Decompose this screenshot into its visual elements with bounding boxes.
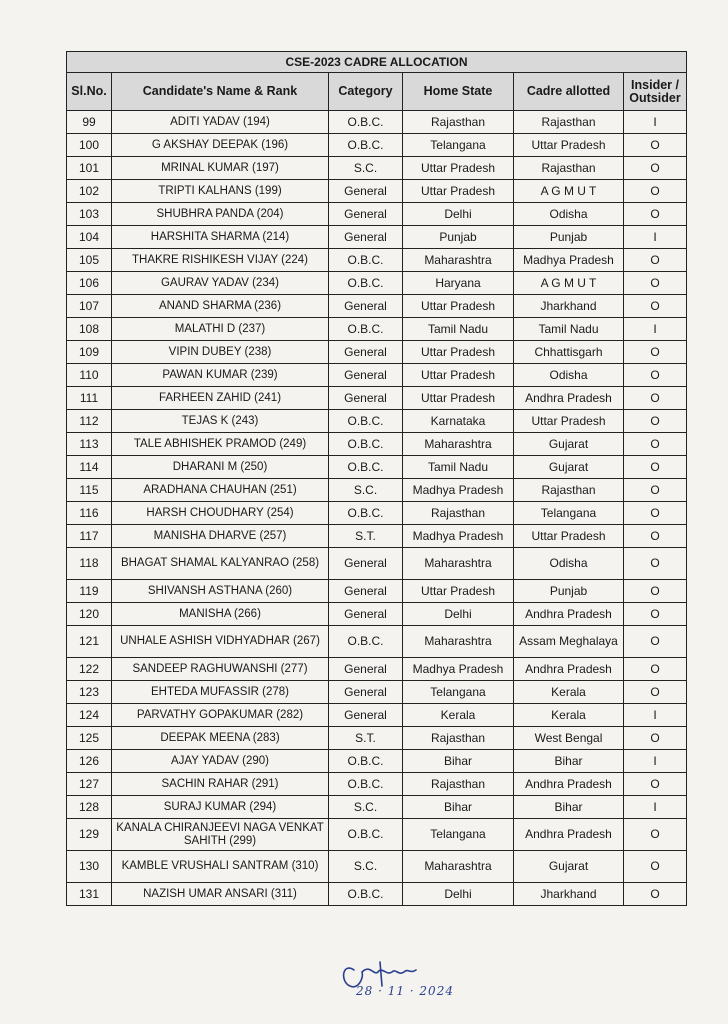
- insider-outsider-cell: O: [624, 456, 687, 479]
- cadre-cell: Jharkhand: [514, 883, 624, 906]
- insider-outsider-cell: O: [624, 341, 687, 364]
- home-state-cell: Uttar Pradesh: [403, 580, 514, 603]
- table-row: [67, 180, 687, 203]
- name-rank-cell: AJAY YADAV (290): [112, 750, 329, 773]
- home-state-cell: Punjab: [403, 226, 514, 249]
- table-row: [67, 387, 687, 410]
- insider-outsider-cell: O: [624, 851, 687, 883]
- home-state-cell: Karnataka: [403, 410, 514, 433]
- name-rank-cell: MANISHA DHARVE (257): [112, 525, 329, 548]
- insider-outsider-cell: O: [624, 819, 687, 851]
- home-state-cell: Maharashtra: [403, 548, 514, 580]
- category-cell: General: [329, 387, 403, 410]
- table-row: [67, 819, 687, 851]
- home-state-cell: Maharashtra: [403, 249, 514, 272]
- cadre-cell: Jharkhand: [514, 295, 624, 318]
- name-rank-cell: DHARANI M (250): [112, 456, 329, 479]
- home-state-cell: Bihar: [403, 750, 514, 773]
- insider-outsider-cell: O: [624, 681, 687, 704]
- cadre-cell: Andhra Pradesh: [514, 658, 624, 681]
- name-rank-cell: KANALA CHIRANJEEVI NAGA VENKAT SAHITH (299): [112, 819, 329, 851]
- category-cell: General: [329, 603, 403, 626]
- category-cell: General: [329, 704, 403, 727]
- column-header-category: Category: [329, 73, 403, 111]
- category-cell: O.B.C.: [329, 750, 403, 773]
- name-rank-cell: PAWAN KUMAR (239): [112, 364, 329, 387]
- category-cell: S.C.: [329, 796, 403, 819]
- table-row: [67, 773, 687, 796]
- table-row: [67, 479, 687, 502]
- category-cell: O.B.C.: [329, 134, 403, 157]
- cadre-cell: Telangana: [514, 502, 624, 525]
- insider-outsider-cell: O: [624, 249, 687, 272]
- home-state-cell: Madhya Pradesh: [403, 479, 514, 502]
- insider-outsider-cell: O: [624, 580, 687, 603]
- table-row: [67, 203, 687, 226]
- name-rank-cell: THAKRE RISHIKESH VIJAY (224): [112, 249, 329, 272]
- slno-cell: 104: [67, 226, 112, 249]
- table-body: [67, 111, 687, 906]
- slno-cell: 122: [67, 658, 112, 681]
- signature-date: 28 · 11 · 2024: [356, 984, 454, 998]
- insider-outsider-cell: I: [624, 704, 687, 727]
- slno-cell: 124: [67, 704, 112, 727]
- table-row: [67, 796, 687, 819]
- name-rank-cell: GAURAV YADAV (234): [112, 272, 329, 295]
- name-rank-cell: ADITI YADAV (194): [112, 111, 329, 134]
- category-cell: O.B.C.: [329, 410, 403, 433]
- home-state-cell: Uttar Pradesh: [403, 157, 514, 180]
- table-row: [67, 157, 687, 180]
- home-state-cell: Tamil Nadu: [403, 456, 514, 479]
- insider-outsider-cell: I: [624, 226, 687, 249]
- column-header-home-state: Home State: [403, 73, 514, 111]
- table-title: CSE-2023 CADRE ALLOCATION: [67, 52, 687, 73]
- table-row: [67, 226, 687, 249]
- table-row: [67, 603, 687, 626]
- category-cell: O.B.C.: [329, 502, 403, 525]
- name-rank-cell: G AKSHAY DEEPAK (196): [112, 134, 329, 157]
- insider-outsider-cell: O: [624, 157, 687, 180]
- name-rank-cell: TEJAS K (243): [112, 410, 329, 433]
- cadre-cell: Gujarat: [514, 456, 624, 479]
- insider-outsider-cell: O: [624, 525, 687, 548]
- table-row: [67, 111, 687, 134]
- table-row: [67, 433, 687, 456]
- insider-outsider-cell: O: [624, 603, 687, 626]
- slno-cell: 118: [67, 548, 112, 580]
- cadre-cell: Kerala: [514, 704, 624, 727]
- category-cell: O.B.C.: [329, 819, 403, 851]
- category-cell: General: [329, 580, 403, 603]
- cadre-cell: Odisha: [514, 203, 624, 226]
- name-rank-cell: HARSHITA SHARMA (214): [112, 226, 329, 249]
- home-state-cell: Uttar Pradesh: [403, 180, 514, 203]
- cadre-cell: Rajasthan: [514, 479, 624, 502]
- table-row: [67, 272, 687, 295]
- home-state-cell: Uttar Pradesh: [403, 295, 514, 318]
- home-state-cell: Delhi: [403, 603, 514, 626]
- category-cell: General: [329, 364, 403, 387]
- category-cell: O.B.C.: [329, 249, 403, 272]
- cadre-cell: Punjab: [514, 580, 624, 603]
- table-row: [67, 525, 687, 548]
- category-cell: General: [329, 341, 403, 364]
- home-state-cell: Maharashtra: [403, 851, 514, 883]
- category-cell: O.B.C.: [329, 773, 403, 796]
- name-rank-cell: MRINAL KUMAR (197): [112, 157, 329, 180]
- insider-outsider-cell: I: [624, 111, 687, 134]
- table-row: [67, 318, 687, 341]
- cadre-cell: West Bengal: [514, 727, 624, 750]
- cadre-cell: Madhya Pradesh: [514, 249, 624, 272]
- category-cell: General: [329, 203, 403, 226]
- slno-cell: 121: [67, 626, 112, 658]
- table-row: [67, 134, 687, 157]
- cadre-cell: Andhra Pradesh: [514, 387, 624, 410]
- column-header-name-rank: Candidate's Name & Rank: [112, 73, 329, 111]
- name-rank-cell: DEEPAK MEENA (283): [112, 727, 329, 750]
- table-row: [67, 456, 687, 479]
- cadre-cell: Tamil Nadu: [514, 318, 624, 341]
- name-rank-cell: ARADHANA CHAUHAN (251): [112, 479, 329, 502]
- cadre-cell: Chhattisgarh: [514, 341, 624, 364]
- table-row: [67, 851, 687, 883]
- slno-cell: 107: [67, 295, 112, 318]
- home-state-cell: Telangana: [403, 134, 514, 157]
- table-row: [67, 626, 687, 658]
- table-row: [67, 249, 687, 272]
- insider-outsider-cell: I: [624, 796, 687, 819]
- table-row: [67, 580, 687, 603]
- cadre-cell: Bihar: [514, 796, 624, 819]
- home-state-cell: Rajasthan: [403, 502, 514, 525]
- slno-cell: 106: [67, 272, 112, 295]
- insider-outsider-cell: O: [624, 295, 687, 318]
- cadre-cell: A G M U T: [514, 180, 624, 203]
- category-cell: O.B.C.: [329, 456, 403, 479]
- table-row: [67, 364, 687, 387]
- category-cell: General: [329, 658, 403, 681]
- table-row: [67, 681, 687, 704]
- cadre-cell: Gujarat: [514, 433, 624, 456]
- slno-cell: 100: [67, 134, 112, 157]
- slno-cell: 110: [67, 364, 112, 387]
- slno-cell: 111: [67, 387, 112, 410]
- insider-outsider-cell: O: [624, 433, 687, 456]
- column-header-cadre: Cadre allotted: [514, 73, 624, 111]
- home-state-cell: Telangana: [403, 681, 514, 704]
- insider-outsider-cell: O: [624, 883, 687, 906]
- insider-outsider-cell: O: [624, 134, 687, 157]
- category-cell: General: [329, 681, 403, 704]
- name-rank-cell: SURAJ KUMAR (294): [112, 796, 329, 819]
- home-state-cell: Kerala: [403, 704, 514, 727]
- slno-cell: 119: [67, 580, 112, 603]
- table-row: [67, 883, 687, 906]
- home-state-cell: Haryana: [403, 272, 514, 295]
- slno-cell: 117: [67, 525, 112, 548]
- table-row: [67, 727, 687, 750]
- name-rank-cell: HARSH CHOUDHARY (254): [112, 502, 329, 525]
- home-state-cell: Rajasthan: [403, 727, 514, 750]
- slno-cell: 130: [67, 851, 112, 883]
- category-cell: S.C.: [329, 157, 403, 180]
- cadre-allocation-table: [66, 51, 687, 906]
- cadre-cell: Rajasthan: [514, 157, 624, 180]
- slno-cell: 125: [67, 727, 112, 750]
- cadre-cell: Odisha: [514, 548, 624, 580]
- home-state-cell: Madhya Pradesh: [403, 525, 514, 548]
- category-cell: O.B.C.: [329, 883, 403, 906]
- slno-cell: 127: [67, 773, 112, 796]
- slno-cell: 126: [67, 750, 112, 773]
- category-cell: S.T.: [329, 525, 403, 548]
- name-rank-cell: SHIVANSH ASTHANA (260): [112, 580, 329, 603]
- table-row: [67, 341, 687, 364]
- slno-cell: 115: [67, 479, 112, 502]
- insider-outsider-cell: O: [624, 410, 687, 433]
- slno-cell: 101: [67, 157, 112, 180]
- table-row: [67, 750, 687, 773]
- category-cell: General: [329, 295, 403, 318]
- table-row: [67, 658, 687, 681]
- insider-outsider-cell: O: [624, 502, 687, 525]
- name-rank-cell: PARVATHY GOPAKUMAR (282): [112, 704, 329, 727]
- slno-cell: 112: [67, 410, 112, 433]
- category-cell: O.B.C.: [329, 318, 403, 341]
- cadre-cell: Andhra Pradesh: [514, 603, 624, 626]
- insider-outsider-cell: O: [624, 548, 687, 580]
- slno-cell: 99: [67, 111, 112, 134]
- name-rank-cell: SANDEEP RAGHUWANSHI (277): [112, 658, 329, 681]
- insider-outsider-cell: O: [624, 387, 687, 410]
- table-row: [67, 704, 687, 727]
- insider-outsider-cell: O: [624, 479, 687, 502]
- home-state-cell: Rajasthan: [403, 111, 514, 134]
- insider-outsider-cell: I: [624, 318, 687, 341]
- name-rank-cell: FARHEEN ZAHID (241): [112, 387, 329, 410]
- name-rank-cell: SHUBHRA PANDA (204): [112, 203, 329, 226]
- insider-outsider-cell: O: [624, 658, 687, 681]
- insider-outsider-cell: O: [624, 727, 687, 750]
- slno-cell: 128: [67, 796, 112, 819]
- name-rank-cell: TALE ABHISHEK PRAMOD (249): [112, 433, 329, 456]
- insider-outsider-cell: O: [624, 773, 687, 796]
- slno-cell: 105: [67, 249, 112, 272]
- home-state-cell: Delhi: [403, 203, 514, 226]
- category-cell: General: [329, 226, 403, 249]
- name-rank-cell: KAMBLE VRUSHALI SANTRAM (310): [112, 851, 329, 883]
- slno-cell: 109: [67, 341, 112, 364]
- home-state-cell: Telangana: [403, 819, 514, 851]
- insider-outsider-cell: O: [624, 203, 687, 226]
- cadre-cell: Gujarat: [514, 851, 624, 883]
- category-cell: O.B.C.: [329, 626, 403, 658]
- category-cell: General: [329, 548, 403, 580]
- name-rank-cell: MANISHA (266): [112, 603, 329, 626]
- table-row: [67, 410, 687, 433]
- name-rank-cell: NAZISH UMAR ANSARI (311): [112, 883, 329, 906]
- slno-cell: 131: [67, 883, 112, 906]
- name-rank-cell: BHAGAT SHAMAL KALYANRAO (258): [112, 548, 329, 580]
- category-cell: S.C.: [329, 851, 403, 883]
- cadre-cell: Punjab: [514, 226, 624, 249]
- name-rank-cell: EHTEDA MUFASSIR (278): [112, 681, 329, 704]
- slno-cell: 114: [67, 456, 112, 479]
- slno-cell: 123: [67, 681, 112, 704]
- cadre-cell: Uttar Pradesh: [514, 410, 624, 433]
- cadre-cell: Bihar: [514, 750, 624, 773]
- slno-cell: 103: [67, 203, 112, 226]
- home-state-cell: Tamil Nadu: [403, 318, 514, 341]
- cadre-cell: Andhra Pradesh: [514, 819, 624, 851]
- name-rank-cell: VIPIN DUBEY (238): [112, 341, 329, 364]
- column-header-insider-outsider: Insider / Outsider: [624, 73, 687, 111]
- slno-cell: 120: [67, 603, 112, 626]
- insider-outsider-cell: O: [624, 180, 687, 203]
- home-state-cell: Delhi: [403, 883, 514, 906]
- table-row: [67, 502, 687, 525]
- insider-outsider-cell: O: [624, 364, 687, 387]
- category-cell: O.B.C.: [329, 111, 403, 134]
- category-cell: S.T.: [329, 727, 403, 750]
- cadre-cell: Uttar Pradesh: [514, 525, 624, 548]
- home-state-cell: Rajasthan: [403, 773, 514, 796]
- name-rank-cell: UNHALE ASHISH VIDHYADHAR (267): [112, 626, 329, 658]
- slno-cell: 129: [67, 819, 112, 851]
- column-header-slno: Sl.No.: [67, 73, 112, 111]
- home-state-cell: Maharashtra: [403, 433, 514, 456]
- home-state-cell: Uttar Pradesh: [403, 387, 514, 410]
- cadre-cell: Rajasthan: [514, 111, 624, 134]
- insider-outsider-cell: O: [624, 626, 687, 658]
- home-state-cell: Uttar Pradesh: [403, 341, 514, 364]
- home-state-cell: Uttar Pradesh: [403, 364, 514, 387]
- slno-cell: 116: [67, 502, 112, 525]
- name-rank-cell: SACHIN RAHAR (291): [112, 773, 329, 796]
- insider-outsider-cell: O: [624, 272, 687, 295]
- home-state-cell: Madhya Pradesh: [403, 658, 514, 681]
- category-cell: O.B.C.: [329, 272, 403, 295]
- home-state-cell: Bihar: [403, 796, 514, 819]
- cadre-cell: Andhra Pradesh: [514, 773, 624, 796]
- name-rank-cell: ANAND SHARMA (236): [112, 295, 329, 318]
- cadre-cell: Uttar Pradesh: [514, 134, 624, 157]
- allocation-sheet: [66, 51, 686, 906]
- category-cell: S.C.: [329, 479, 403, 502]
- cadre-cell: Kerala: [514, 681, 624, 704]
- cadre-cell: Odisha: [514, 364, 624, 387]
- insider-outsider-cell: I: [624, 750, 687, 773]
- name-rank-cell: MALATHI D (237): [112, 318, 329, 341]
- slno-cell: 108: [67, 318, 112, 341]
- table-row: [67, 548, 687, 580]
- signature-mark: [336, 942, 456, 1012]
- home-state-cell: Maharashtra: [403, 626, 514, 658]
- category-cell: General: [329, 180, 403, 203]
- cadre-cell: Assam Meghalaya: [514, 626, 624, 658]
- cadre-cell: A G M U T: [514, 272, 624, 295]
- category-cell: O.B.C.: [329, 433, 403, 456]
- name-rank-cell: TRIPTI KALHANS (199): [112, 180, 329, 203]
- slno-cell: 113: [67, 433, 112, 456]
- slno-cell: 102: [67, 180, 112, 203]
- table-row: [67, 295, 687, 318]
